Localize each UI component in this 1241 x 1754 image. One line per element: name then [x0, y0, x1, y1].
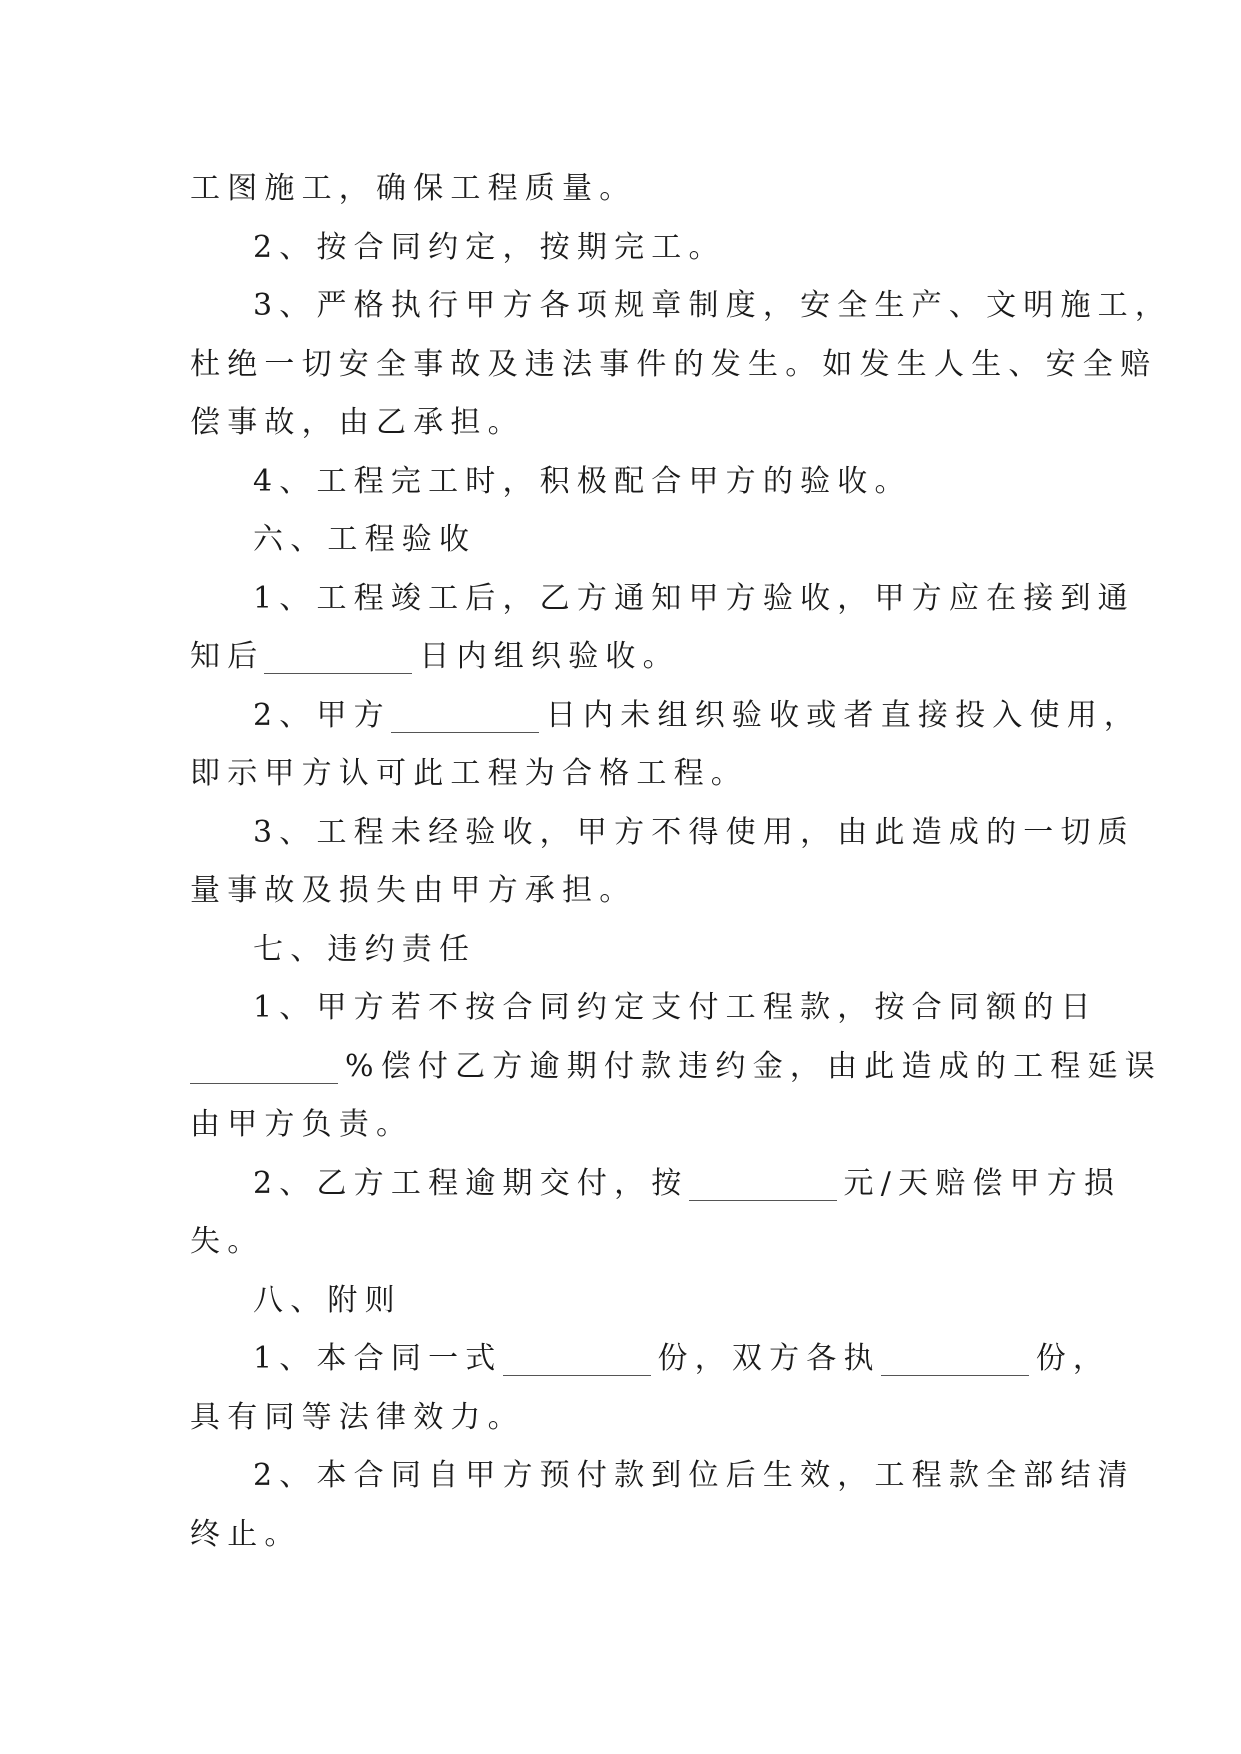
text-segment: 份，双方各执: [657, 1341, 881, 1376]
clause-item: 2、本合同自甲方预付款到位后生效，工程款全部结清: [253, 1458, 1135, 1493]
clause-item: 1、甲方若不按合同约定支付工程款，按合同额的日: [253, 990, 1098, 1025]
text-segment: 元/天赔偿甲方损: [843, 1165, 1122, 1201]
clause-item: [190, 1155, 1122, 1214]
fill-in-blank: [503, 1345, 651, 1376]
text-line: 由甲方负责。: [190, 1107, 414, 1142]
text-segment: 日内组织验收。: [419, 639, 680, 674]
fill-in-blank: [264, 643, 412, 674]
text-segment: 2、甲方: [253, 697, 391, 733]
clause-item: [190, 687, 1142, 746]
fill-in-blank: [190, 1053, 338, 1084]
section-heading: 六、工程验收: [253, 522, 477, 557]
text-segment: 知后: [190, 639, 265, 674]
text-line: [190, 1038, 1162, 1097]
clause-item: 4、工程完工时，积极配合甲方的验收。: [253, 463, 912, 499]
text-line: 具有同等法律效力。: [190, 1399, 525, 1435]
text-line: [190, 628, 1070, 687]
section-heading: 七、违约责任: [253, 931, 477, 967]
text-segment: %偿付乙方逾期付款违约金，由此造成的工程延误: [345, 1048, 1162, 1084]
text-line: 量事故及损失由甲方承担。: [190, 873, 637, 908]
clause-item: 3、严格执行甲方各项规章制度，安全生产、文明施工，: [253, 288, 1173, 323]
fill-in-blank: [391, 702, 539, 733]
fill-in-blank: [689, 1170, 837, 1201]
text-line: 失。: [190, 1224, 265, 1259]
text-line: 杜绝一切安全事故及违法事件的发生。如发生人生、安全赔: [190, 346, 1158, 382]
contract-text: [190, 160, 1173, 1564]
text-segment: 1、本合同一式: [253, 1341, 503, 1376]
fill-in-blank: [881, 1345, 1029, 1376]
clause-item: 2、按合同约定，按期完工。: [253, 229, 726, 265]
text-segment: 份，: [1035, 1341, 1111, 1376]
text-segment: 日内未组织验收或者直接投入使用，: [545, 697, 1142, 733]
text-line: 即示甲方认可此工程为合格工程。: [190, 756, 748, 791]
text-segment: 2、乙方工程逾期交付，按: [253, 1165, 689, 1201]
clause-item: 1、工程竣工后，乙方通知甲方验收，甲方应在接到通: [253, 580, 1135, 616]
text-line: 工图施工，确保工程质量。: [190, 171, 637, 206]
text-line: 偿事故，由乙承担。: [190, 405, 525, 440]
section-heading: 八、附则: [253, 1282, 402, 1318]
clause-item: [190, 1330, 1111, 1389]
clause-item: 3、工程未经验收，甲方不得使用，由此造成的一切质: [253, 814, 1135, 850]
text-line: 终止。: [190, 1516, 302, 1552]
